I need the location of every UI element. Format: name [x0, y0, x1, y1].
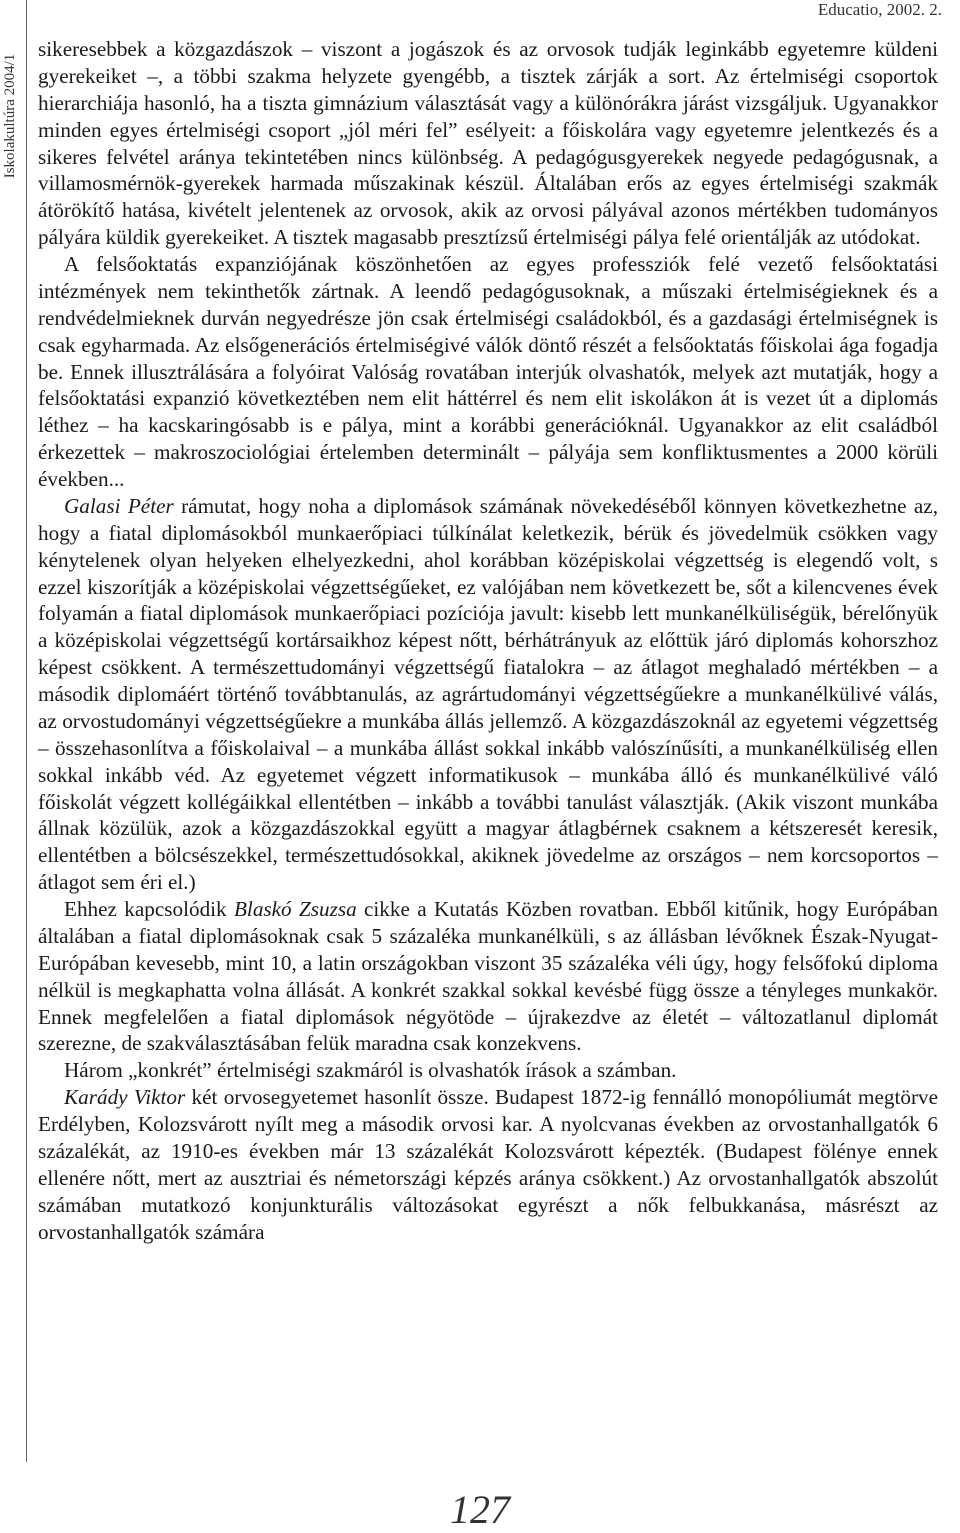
side-rule-divider — [26, 0, 27, 1462]
paragraph-6-text: két orvosegyetemet hasonlít össze. Budapest 1872-ig fennálló monopóliumát megtörve Erdélyben, Kolozsvárott nyílt meg a második orvosi kar. A nyolcvanas években az orvostanhallgatók 6 százalékát, az 1910-es években már 13 százalékát Kolozsvárott képezték. (Budapest fölénye ennek ellenére nőtt, mert az ausztriai és németországi képzés aránya csökkent.) Az orvostanhallgatók abszolút számában mutatkozó konjunkturális változásokat egyrészt a nők felbukkanása, másrészt az orvostanhallgatók számára — [38, 1085, 938, 1244]
running-head-journal: Educatio, 2002. 2. — [817, 0, 942, 19]
article-body — [38, 36, 938, 1245]
page-number: 127 — [450, 1487, 510, 1532]
author-name-karady: Karády Viktor — [64, 1085, 186, 1110]
paragraph-6 — [38, 1084, 938, 1245]
paragraph-4-text: cikke a Kutatás Közben rovatban. Ebből kitűnik, hogy Európában általában a fiatal diplomásoknak csak 5 százaléka munkanélküli, s az állásban lévőknek Észak-Nyugat-Európában kevesebb, mint 10, a latin országokban viszont 35 százaléka véli úgy, hogy felsőfokú diploma nélkül is megkaphatta volna állását. A konkrét szakkal sokkal kevésbé függ össze a tényleges munkakör. Ennek megfelelően a fiatal diplomások négyötöde – újrakezdve az életét – változatlanul diplomát szerezne, de szakválasztásában felük maradna csak konzekvens. — [38, 897, 939, 1056]
paragraph-3 — [38, 493, 938, 896]
paragraph-5: Három „konkrét” értelmiségi szakmáról is olvashatók írások a számban. — [64, 1058, 677, 1083]
side-journal-label: Iskolakultúra 2004/1 — [2, 53, 18, 179]
author-name-blasko: Blaskó Zsuzsa — [233, 897, 357, 921]
paragraph-4-lead: Ehhez kapcsolódik — [64, 897, 234, 921]
paragraph-4 — [38, 896, 938, 1057]
paragraph-2: A felsőoktatás expanziójának köszönhetően az egyes professziók felé vezető felsőoktatási intézmények nem tekinthetők zártnak. A leendő pedagógusoknak, a műszaki értelmiségieknek és a rendvédelmieknek durván negyedrésze jön csak értelmiségi családokból, és a gazdasági értelmiségnek is csak egyharmada. Az elsőgenerációs értelmiségivé válók döntő részét a felsőoktatás főiskolai ága fogadja be. Ennek illusztrálására a folyóirat Valóság rovatában interjúk olvashatók, melyek azt mutatják, hogy a felsőoktatási expanzió következtében nem elit háttérrel és nem elit iskolákon át is vezet út a diplomás léthez – ha kacskaringósabb is e pálya, mint a korábbi generációknál. Ugyanakkor az elit családból érkezettek – makroszociológiai értelemben determinált – pályája sem konfliktusmentes a 2000 körüli években... — [38, 252, 938, 491]
author-name-galasi: Galasi Péter — [64, 493, 174, 518]
paragraph-1: sikeresebbek a közgazdászok – viszont a jogászok és az orvosok tudják leginkább egyetemre küldeni gyerekeiket –, a többi szakma helyzete gyengébb, a tisztek zárják a sort. Az értelmiségi csoportok hierarchiája hasonló, ha a tiszta gimnázium választását vagy a különórákra járást vizsgáljuk. Ugyanakkor minden egyes értelmiségi csoport „jól méri fel” esélyeit: a főiskolára vagy egyetemre jelentkezés és a sikeres felvétel aránya tekintetében nincs különbség. A pedagógusgyerekek negyede pedagógusnak, a villamosmérnök-gyerekek harmada műszakinak készül. Általában erős az egyes értelmiségi szakmák átörökítő hatása, kivételt jelentenek az orvosok, akik az orvosi pályával azonos mértékben tudományos pályára küldik gyerekeiket. A tisztek magasabb presztízsű értelmiségi pálya felé orientálják az utódokat. — [38, 37, 938, 250]
paragraph-3-text: rámutat, hogy noha a diplomások számának növekedéséből könnyen következhetne az, hogy a fiatal diplomásokból munkaerőpiaci túlkínálat keletkezik, bérük és jövedelmük csökken vagy kénytelenek olyan helyeken elhelyezkedni, ahol korábban középiskolai végzettség is elegendő volt, s ezzel kiszorítják a középiskolai végzettségűeket, ez valójában nem következett be, sőt a kilencvenes évek folyamán a fiatal diplomások munkaerőpiaci pozíciója javult: kisebb lett munkanélküliségük, bérelőnyük a középiskolai végzettségű kortársaikhoz képest nőtt, bérhátrányuk az előttük járó diplomás kohorszhoz képest csökkent. A természettudományi végzettségű fiatalokra – az átlagot meghaladó mértékben – a második diplomáért történő továbbtanulás, az agrártudományi végzettségűekre a munkanélkülivé válás, az orvostudományi végzettségűekre a munkába állás jellemző. A közgazdászoknál az egyetemi végzettség – összehasonlítva a főiskolaival – a munkába állást sokkal inkább valószínűsíti, a munkanélküliség ellen sokkal inkább véd. Az egyetemet végzett informatikusok – munkába álló és munkanélkülivé váló főiskolát végzett kollégáikkal ellentétben – inkább a további tanulást választják. (Akik viszont munkába állnak közülük, azok a közgazdászokkal együtt a magyar átlagbérnek csaknem a kétszeresét keresik, ellentétben a bölcsészekkel, természettudósokkal, akiknek jövedelme az országos – nem korcsoportos – átlagot sem éri el.) — [38, 493, 938, 895]
